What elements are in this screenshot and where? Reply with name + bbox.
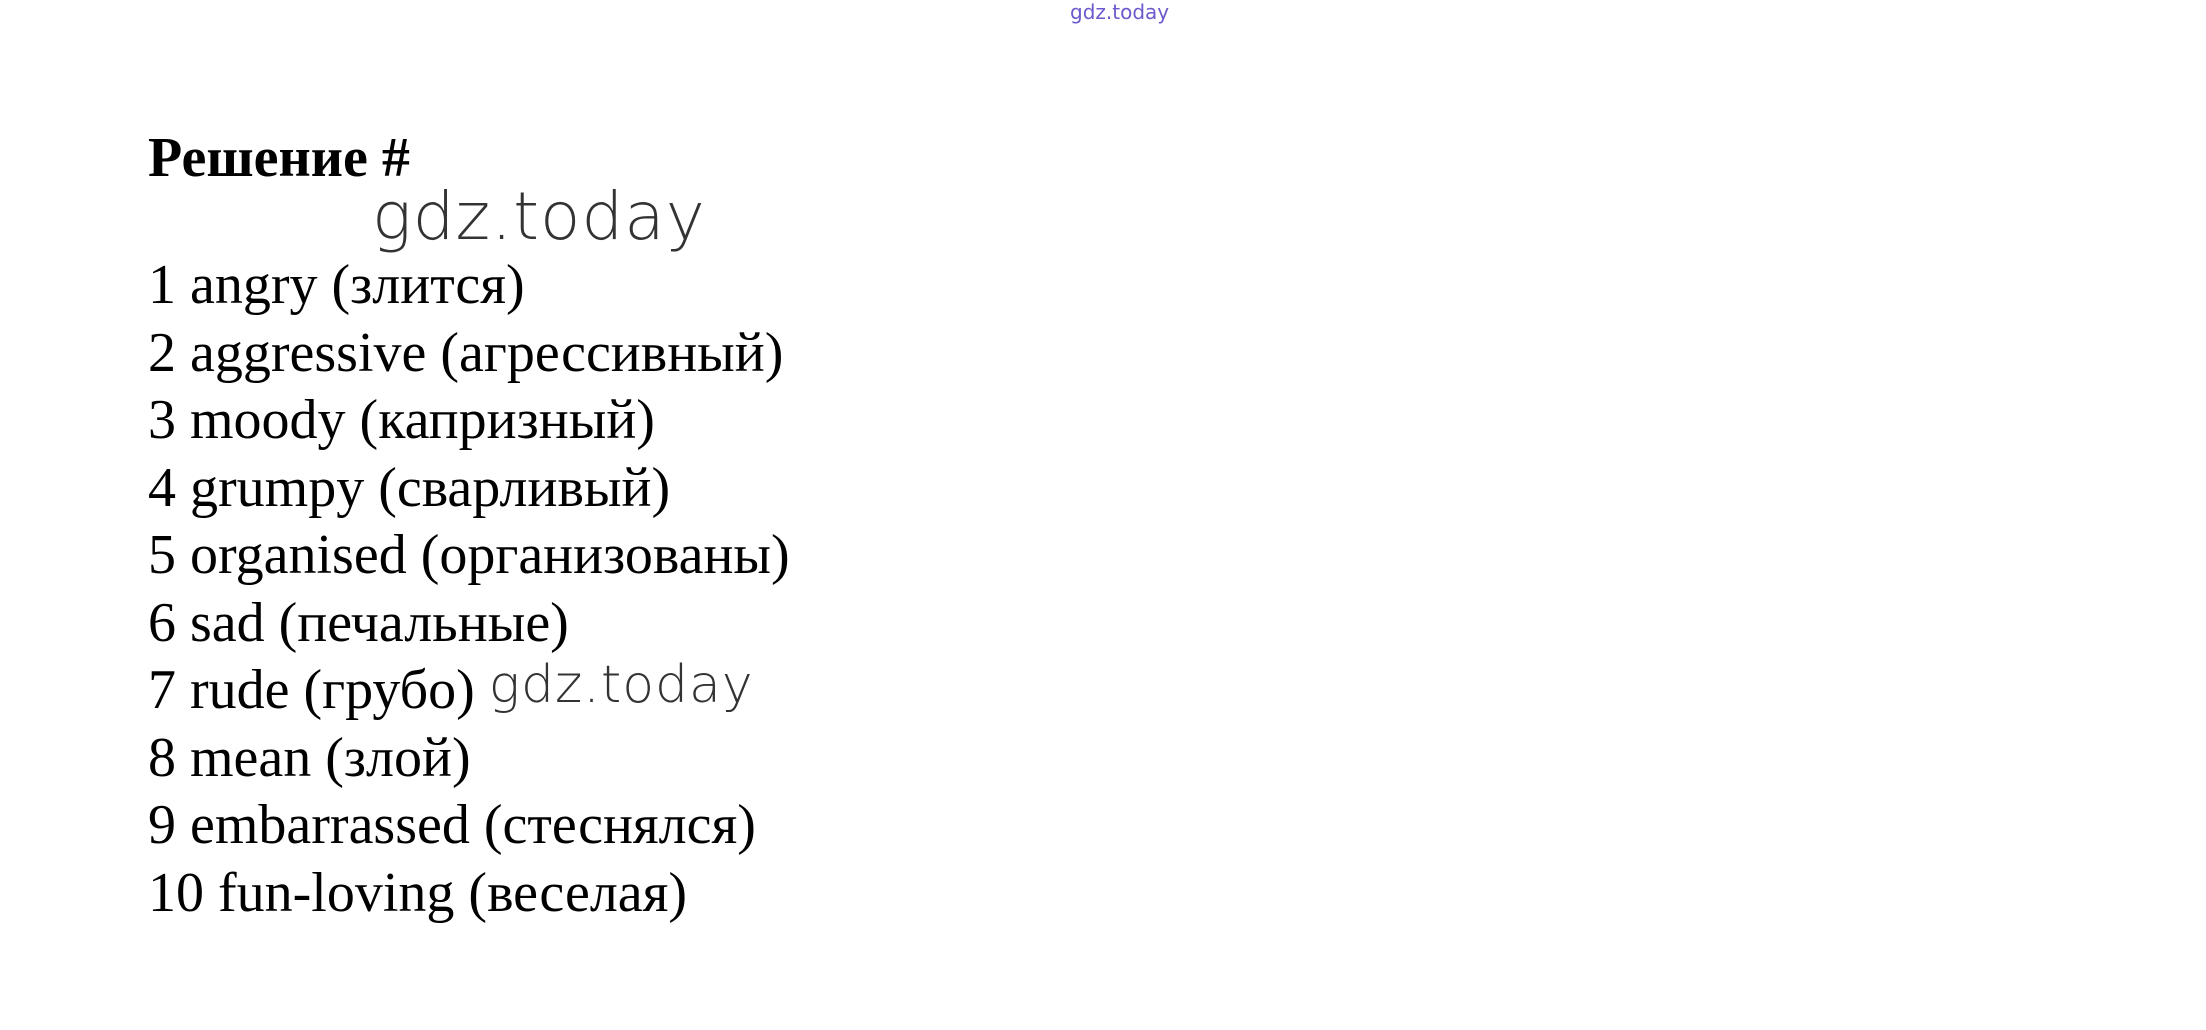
answer-item-10 — [148, 860, 790, 928]
answer-item-4 — [148, 455, 790, 523]
answer-text: 1 angry (злится) — [148, 254, 525, 316]
answer-item-6 — [148, 590, 790, 658]
answer-text: 10 fun-loving (веселая) — [148, 861, 688, 924]
solution-heading: Решение # — [148, 127, 410, 189]
answer-item-9 — [148, 792, 790, 860]
answer-list — [148, 252, 790, 927]
answer-text: 9 embarrassed (стеснялся) — [148, 794, 756, 856]
inline-watermark: gdz.today — [488, 655, 754, 715]
answer-item-7 — [148, 657, 790, 725]
answer-text: 7 rude (грубо) — [148, 659, 475, 721]
answer-item-5 — [148, 522, 790, 590]
answer-text: 3 moody (капризный) — [148, 389, 655, 451]
answer-text: 2 aggressive (агрессивный) — [148, 321, 784, 384]
answer-item-1 — [148, 252, 790, 320]
answer-item-3 — [148, 387, 790, 455]
top-watermark: gdz.today — [1070, 0, 1170, 24]
answer-text: 6 sad (печальные) — [148, 591, 569, 654]
heading-watermark: gdz.today — [372, 178, 706, 255]
answer-text: 8 mean (злой) — [148, 726, 471, 789]
answer-text: 5 organised (организованы) — [148, 524, 790, 586]
answer-item-2 — [148, 320, 790, 388]
answer-item-8 — [148, 725, 790, 793]
answer-text: 4 grumpy (сварливый) — [148, 456, 671, 519]
